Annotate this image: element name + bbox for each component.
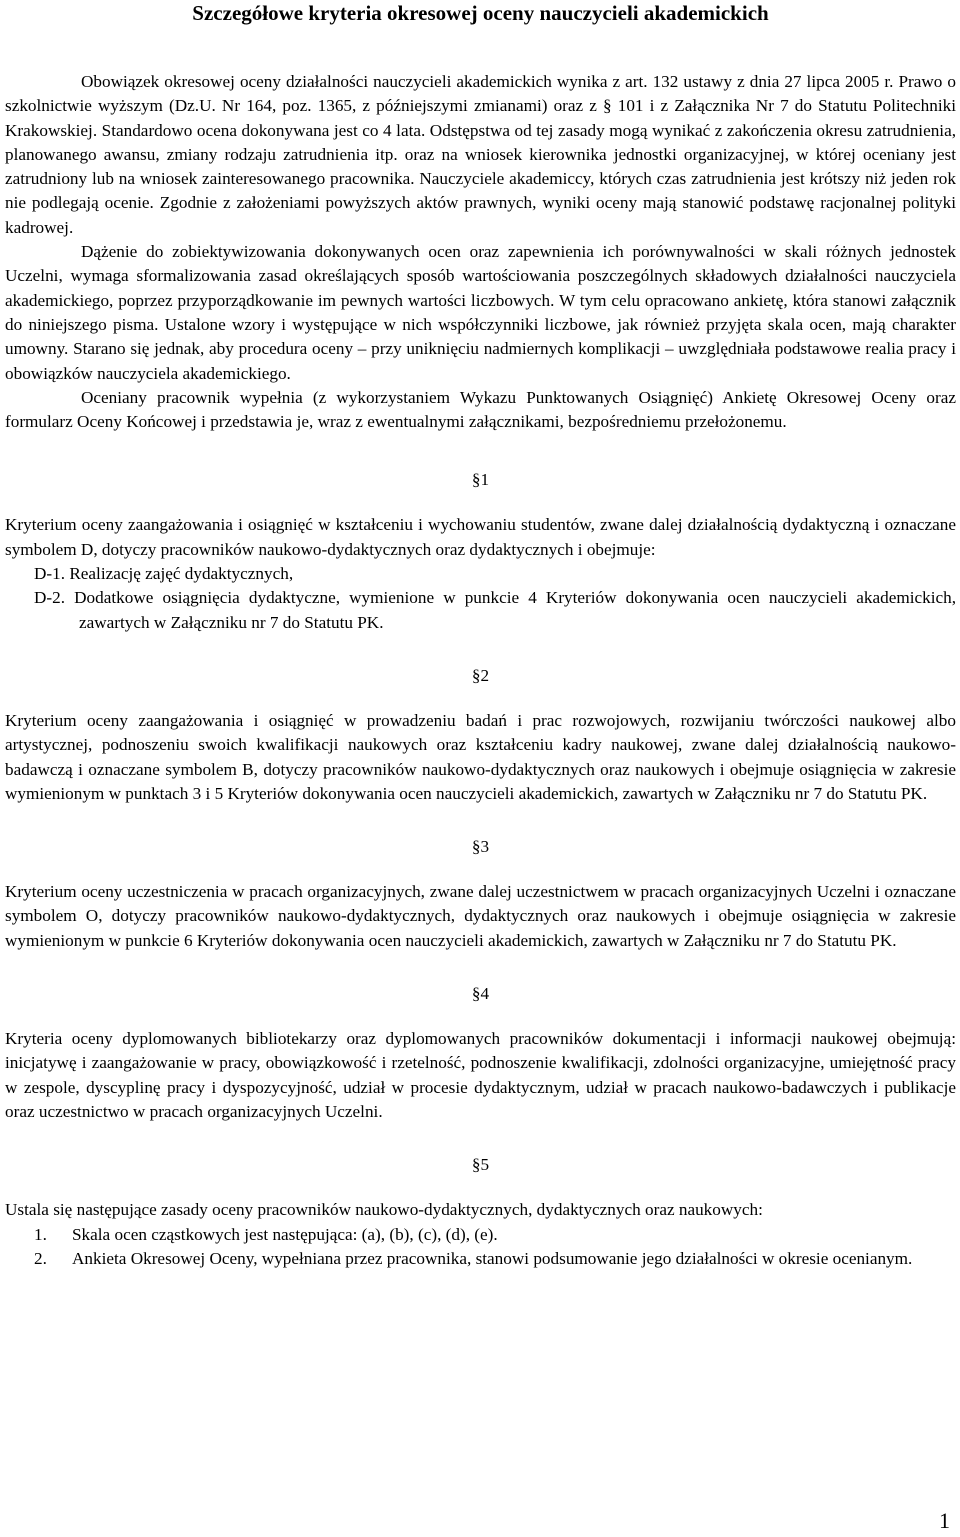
list-item-d2 [5, 586, 956, 635]
intro-section [5, 70, 956, 434]
list-item-d1 [5, 562, 956, 586]
section-1-text: Kryterium oceny zaangażowania i osiągnięć w kształceniu i wychowaniu studentów, zwane dalej działalnością dydaktyczną i oznaczane symbolem D, dotyczy pracowników naukowo-dydaktycznych oraz dydaktycznych i obejmuje: [5, 515, 956, 559]
paragraph-objectivization: Dążenie do zobiektywizowania dokonywanych ocen oraz zapewnienia ich porównywalności w skali różnych jednostek Uczelni, wymaga sformalizowania zasad określających sposób wartościowania poszczególnych składowych działalności nauczyciela akademickiego, poprzez przyporządkowanie im pewnych wartości liczbowych. W tym celu opracowano ankietę, która stanowi załącznik do niniejszego pisma. Ustalone wzory i występujące w nich współczynniki liczbowe, jak również przyjęta skala ocen, mają charakter umowny. Starano się jednak, aby procedura oceny – przy uniknięciu nadmiernych komplikacji – uwzględniała podstawowe realia pracy i obowiązków nauczyciela akademickiego. [5, 242, 956, 383]
page-number: 1 [939, 1508, 950, 1533]
section-heading-2: §2 [471, 665, 490, 685]
list-item-text: Realizację zajęć dydaktycznych, [69, 564, 294, 584]
list-item-code: D-2. [34, 588, 66, 608]
section-3-text: Kryterium oceny uczestniczenia w pracach organizacyjnych, zwane dalej uczestnictwem w pracach organizacyjnych Uczelni i oznaczane symbolem O, dotyczy pracowników naukowo-dydaktycznych, dydaktycznych oraz naukowych i obejmuje osiągnięcia w zakresie wymienionym w punkcie 6 Kryteriów dokonywania ocen nauczycieli akademickich, zawartych w Załączniku nr 7 do Statutu PK. [5, 882, 956, 950]
document-title: Szczegółowe kryteria okresowej oceny nauczycieli akademickich [192, 1, 769, 25]
section-heading-5: §5 [471, 1155, 490, 1175]
document-page [5, 0, 956, 1271]
intro-paragraph: Obowiązek okresowej oceny działalności nauczycieli akademickich wynika z art. 132 ustawy z dnia 27 lipca 2005 r. Prawo o szkolnictwie wyższym (Dz.U. Nr 164, poz. 1365, z późniejszymi zmianami) oraz z § 101 i z Załącznika Nr 7 do Statutu Politechniki Krakowskiej. Standardowo ocena dokonywana jest co 4 lata. Odstępstwa od tej zasady mogą wynikać z zakończenia okresu zatrudnienia, planowanego awansu, zmiany rodzaju zatrudnienia itp. oraz na wniosek kierownika jednostki organizacyjnej, w której oceniany jest zatrudniony lub na wniosek zainteresowanego pracownika. Nauczyciele akademiccy, których czas zatrudnienia jest krótszy niż jeden rok nie podlegają ocenie. Zgodnie z założeniami powyższych aktów prawnych, wyniki oceny mają stanowić podstawę racjonalnej polityki kadrowej. [5, 72, 956, 237]
numbered-item-1 [5, 1223, 956, 1247]
section-5-text: Ustala się następujące zasady oceny pracowników naukowo-dydaktycznych, dydaktycznych oraz naukowych: [5, 1200, 763, 1220]
list-item-text: Dodatkowe osiągnięcia dydaktyczne, wymienione w punkcie 4 Kryteriów dokonywania ocen nauczycieli akademickich, zawartych w Załączniku nr 7 do Statutu PK. [74, 588, 956, 632]
section-2-text: Kryterium oceny zaangażowania i osiągnięć w prowadzeniu badań i prac rozwojowych, rozwijaniu twórczości naukowej albo artystycznej, podnoszeniu swoich kwalifikacji naukowych oraz kształceniu kadry naukowej, zwane dalej działalnością naukowo-badawczą i oznaczane symbolem B, dotyczy pracowników naukowo-dydaktycznych oraz naukowych i obejmuje osiągnięcia w zakresie wymienionym w punktach 3 i 5 Kryteriów dokonywania ocen nauczycieli akademickich, zawartych w Załączniku nr 7 do Statutu PK. [5, 710, 956, 803]
section-heading-1: §1 [471, 470, 490, 490]
item-number: 1. [34, 1224, 47, 1244]
item-text: Skala ocen cząstkowych jest następująca: (a), (b), (c), (d), (e). [72, 1224, 498, 1244]
section-heading-4: §4 [471, 984, 490, 1004]
paragraph-assessed-employee: Oceniany pracownik wypełnia (z wykorzystaniem Wykazu Punktowanych Osiągnięć) Ankietę Okresowej Oceny oraz formularz Oceny Końcowej i przedstawia je, wraz z ewentualnymi załącznikami, bezpośredniemu przełożonemu. [5, 387, 956, 432]
section-heading-3: §3 [471, 837, 490, 857]
item-number: 2. [34, 1248, 47, 1268]
numbered-item-2 [5, 1247, 956, 1271]
list-item-code: D-1. [34, 564, 66, 584]
item-text: Ankieta Okresowej Oceny, wypełniana przez pracownika, stanowi podsumowanie jego działalności w okresie ocenianym. [72, 1248, 913, 1268]
section-4-text: Kryteria oceny dyplomowanych bibliotekarzy oraz dyplomowanych pracowników dokumentacji i informacji naukowej obejmują: inicjatywę i zaangażowanie w pracy, obowiązkowość i rzetelność, podnoszenie kwalifikacji, zdolności organizacyjne, umiejętność pracy w zespole, dyscyplinę pracy i dyspozycyjność, udział w procesie dydaktycznym, udział w pracach naukowo-badawczych i publikacje oraz uczestnictwo w pracach organizacyjnych Uczelni. [5, 1029, 956, 1121]
